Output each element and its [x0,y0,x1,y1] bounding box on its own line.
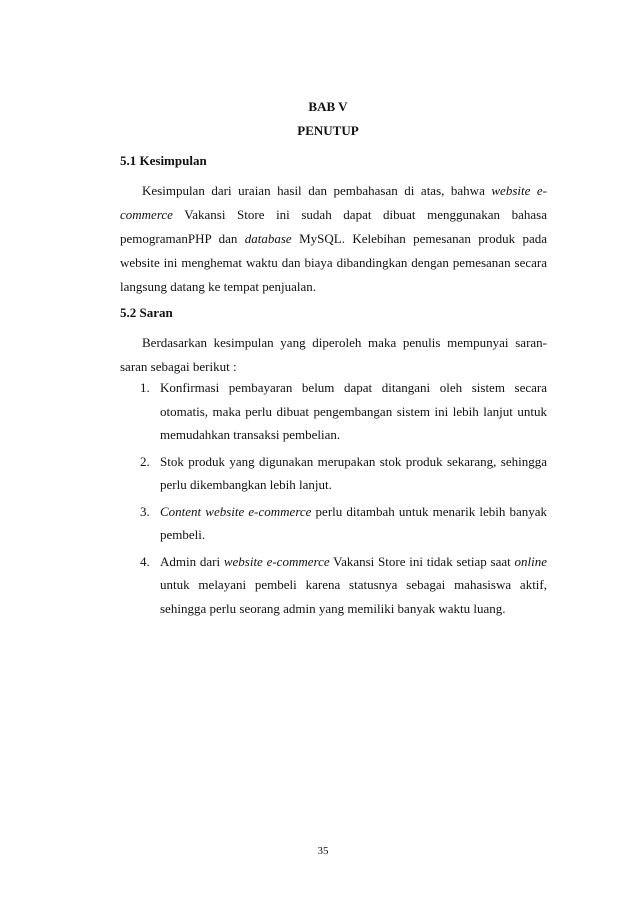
list-item-number: 3. [140,503,150,519]
list-item-line: pembeli. [160,527,206,542]
italic-term: website e-commerce [223,553,330,569]
paragraph-line: Berdasarkan kesimpulan yang diperoleh maka penulis mempunyai saran- [142,335,547,350]
list-item-number: 2. [140,453,150,469]
list-item-line: sehingga perlu seorang admin yang memiliki banyak waktu luang. [160,600,506,616]
list-item [140,550,547,621]
list-item-line: Stok produk yang digunakan merupakan stok produk sekarang, sehingga [160,453,547,469]
list-item [140,450,547,497]
italic-term: commerce [120,207,173,222]
paragraph-line: website ini menghemat waktu dan biaya dibandingkan dengan pemesanan secara [120,255,547,270]
paragraph-line: saran sebagai berikut : [120,359,237,374]
paragraph-line: commerce Vakansi Store ini sudah dapat dibuat menggunakan bahasa [120,207,547,222]
section-title-saran: 5.2 Saran [120,305,173,320]
italic-term: database [244,231,292,246]
paragraph-line: pemogramanPHP dan database MySQL. Kelebihan pemesanan produk pada [120,231,547,246]
page-number: 35 [317,845,329,857]
conclusion-paragraph [120,179,547,299]
list-item-number: 1. [140,380,150,395]
list-item-line: untuk melayani pembeli karena statusnya sebagai mahasiswa aktif, [160,577,547,592]
list-item-line: Konfirmasi pembayaran belum dapat ditangani oleh sistem secara [160,380,547,395]
list-item-line: Admin dari website e-commerce Vakansi Store ini tidak setiap saat online [160,553,547,569]
suggestion-intro-paragraph [120,331,547,379]
section-title-kesimpulan: 5.1 Kesimpulan [120,153,207,168]
chapter-label: BAB V [308,99,348,114]
suggestion-list [140,376,547,623]
list-item [140,500,547,547]
list-item-line: memudahkan transaksi pembelian. [160,427,341,442]
paragraph-line: langsung datang ke tempat penjualan. [120,279,317,294]
chapter-title: PENUTUP [297,123,359,138]
list-item-line: otomatis, maka perlu dibuat pengembangan sistem ini lebih lanjut untuk [160,403,547,419]
italic-term: website e- [491,183,547,198]
list-item [140,376,547,447]
list-item-number: 4. [140,553,150,569]
list-item-line: Content website e-commerce perlu ditambah untuk menarik lebih banyak [160,503,547,519]
list-item-line: perlu dikembangkan lebih lanjut. [160,477,332,492]
italic-term: Content website e-commerce [160,503,312,519]
italic-term: online [514,553,547,569]
paragraph-line: Kesimpulan dari uraian hasil dan pembahasan di atas, bahwa website e- [142,183,547,198]
